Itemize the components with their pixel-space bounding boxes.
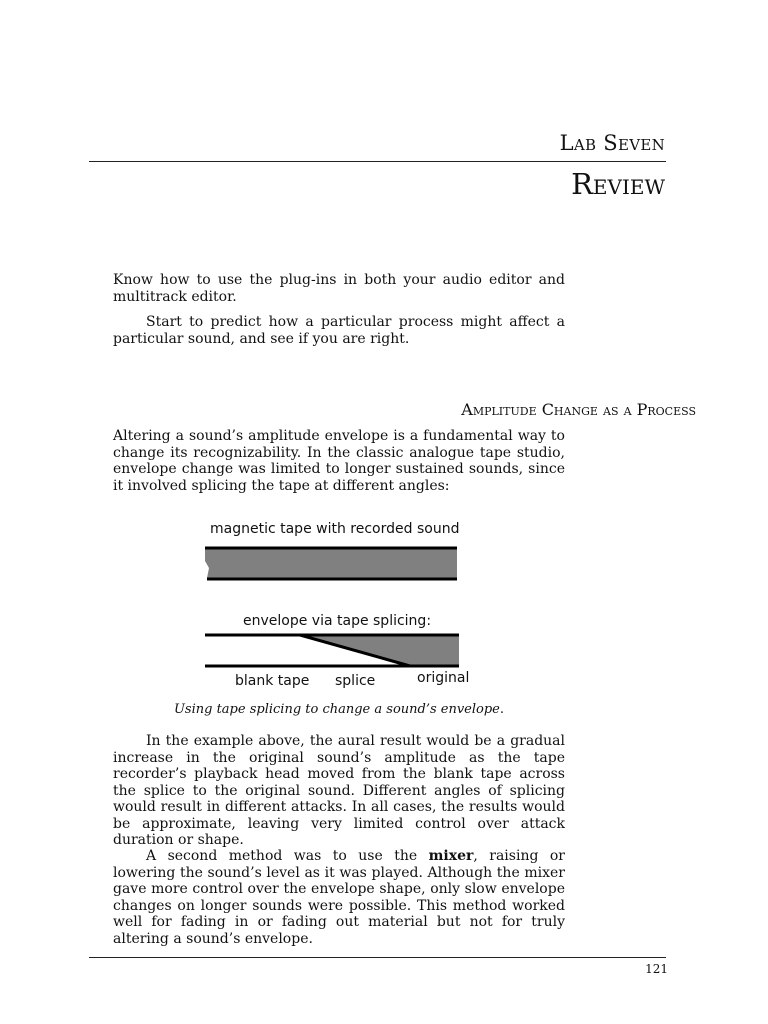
- spliced-original-tape: [300, 635, 459, 666]
- mixer-text-before: A second method was to use the: [146, 848, 429, 864]
- chapter-title: Review: [571, 167, 665, 201]
- mixer-paragraph: [113, 848, 565, 947]
- label-original: original: [417, 670, 470, 686]
- example-paragraph: [113, 733, 565, 849]
- label-blank-tape: blank tape: [235, 673, 310, 689]
- section-paragraph-1: [113, 428, 565, 494]
- intro-paragraph-1: Know how to use the plug-ins in both your audio editor and multitrack editor.: [113, 272, 565, 305]
- section-paragraph-1-text: Altering a sound’s amplitude envelope is a fundamental way to change its recognizability. In the classic analogue tape studio, envelope change was limited to longer sustained sounds, since it involved splicing the tape at different angles:: [113, 428, 565, 494]
- tape-splicing-diagram: [195, 515, 485, 695]
- label-magnetic-tape: magnetic tape with recorded sound: [210, 521, 460, 537]
- figure-caption-period: .: [499, 702, 505, 717]
- section-heading: Amplitude Change as a Process: [461, 400, 696, 419]
- figure-caption: [113, 702, 565, 717]
- footer-rule: [89, 957, 666, 958]
- example-paragraph-text: In the example above, the aural result would be a gradual increase in the original sound’s amplitude as the tape recorder’s playback head moved from the blank tape across the splice to the original sound. Different angles of splicing would result in different attacks. In all cases, the results would be approximate, leaving very limited control over attack duration or shape.: [113, 733, 565, 848]
- label-splice: splice: [335, 673, 376, 689]
- recorded-tape: [205, 548, 457, 578]
- header-rule: [89, 161, 666, 162]
- mixer-text-after: , raising or lowering the sound’s level as it was played. Although the mixer gave more control over the envelope shape, only slow envelope changes on longer sounds were possible. This method worked well for fading in or fading out material but not for truly altering a sound’s envelope.: [113, 848, 565, 947]
- mixer-term: mixer: [428, 848, 474, 864]
- chapter-label: Lab Seven: [559, 131, 665, 155]
- intro-section: [113, 272, 565, 347]
- figure-caption-text: Using tape splicing to change a sound’s envelope: [173, 702, 500, 717]
- label-envelope-splicing: envelope via tape splicing:: [243, 613, 432, 629]
- page-number: 121: [645, 962, 668, 976]
- intro-paragraph-2: Start to predict how a particular process might affect a particular sound, and see if you are right.: [113, 314, 565, 347]
